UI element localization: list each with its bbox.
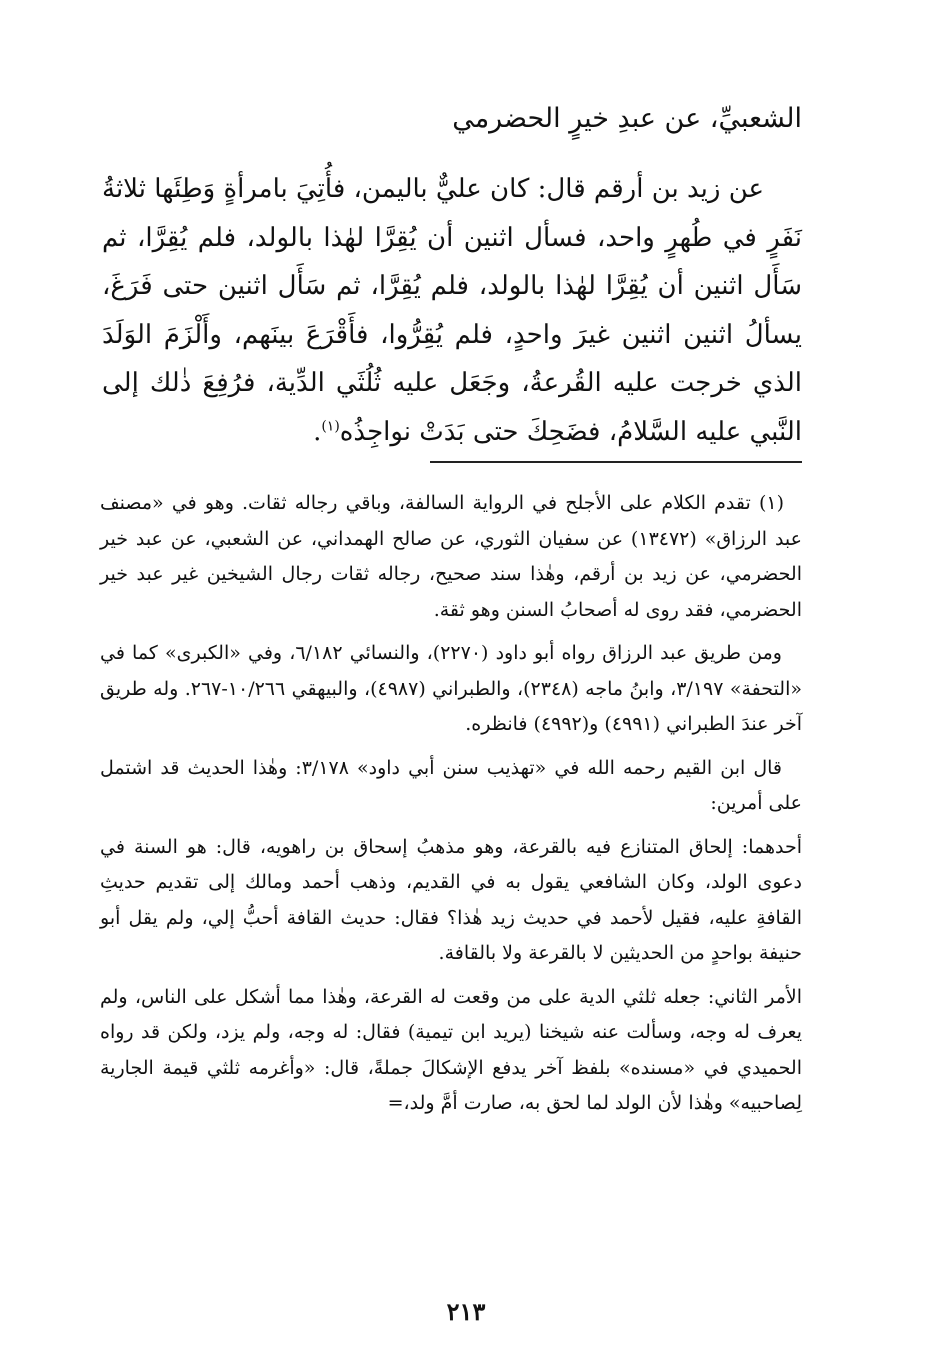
footnote-paragraph: (١) تقدم الكلام على الأجلح في الرواية السالفة، وباقي رجاله ثقات. وهو في «مصنف عبد الرزاق» (١٣٤٧٢) عن سفيان الثوري، عن صالح الهمداني، عن الشعبي، عن عبد خير الحضرمي، عن زيد بن أرقم، وهٰذا سند صحيح، رجاله ثقات رجال الشيخين غير عبد خير الحضرمي، فقد روى له أصحابُ السنن وهو ثقة. xyxy=(100,492,802,621)
footnote-paragraph: قال ابن القيم رحمه الله في «تهذيب سنن أبي داود» ٣/١٧٨: وهٰذا الحديث قد اشتمل على أمرين: xyxy=(100,756,802,814)
hadith-text xyxy=(102,165,802,456)
footnotes-section xyxy=(100,486,802,1130)
footnote-divider xyxy=(430,461,802,463)
footnote-marker: (١) xyxy=(321,417,340,434)
footnote-paragraph: أحدهما: إلحاق المتنازع فيه بالقرعة، وهو مذهبُ إسحاق بن راهويه، قال: هو السنة في دعوى الولد، وكان الشافعي يقول به في القديم، وذهب أحمد ومالك إلى تقديم حديثِ القافةِ عليه، فقيل لأحمد في حديث زيد هٰذا؟ فقال: حديث القافة أحبُّ إلي، ولم يقل أبو حنيفة بواحدٍ من الحديثين لا بالقرعة ولا بالقافة. xyxy=(100,835,802,964)
hadith-chain-heading xyxy=(122,96,802,142)
footnote-paragraph: ومن طريق عبد الرزاق رواه أبو داود (٢٢٧٠)، والنسائي ٦/١٨٢، وفي «الكبرى» كما في «التحفة» ٣/١٩٧، وابنُ ماجه (٢٣٤٨)، والطبراني (٤٩٨٧)، والبيهقي ١٠/٢٦٦-٢٦٧. وله طريق آخر عندَ الطبراني (٤٩٩١) و(٤٩٩٢) فانظره. xyxy=(100,642,802,735)
page-number: ٢١٣ xyxy=(446,1297,486,1326)
chain-text: الشعبيِّ، عن عبدِ خيرٍ الحضرمي xyxy=(452,103,802,134)
hadith-paragraph: عن زيد بن أرقم قال: كان عليٌّ باليمن، فأُتِيَ بامرأةٍ وَطِئَها ثلاثةُ نَفَرٍ في طُهرٍ واحد، فسأل اثنين أن يُقِرَّا لهٰذا بالولد، فلم يُقِرَّا، ثم سَأَل اثنين أن يُقِرَّا لهٰذا بالولد، فلم يُقِرَّا، ثم سَأَل اثنين حتى فَرَغَ، يسألُ اثنين اثنين غيرَ واحدٍ، فلم يُقِرُّوا، فأَقْرَعَ بينَهم، وأَلْزَمَ الوَلَدَ الذي خرجت عليه القُرعةُ، وجَعَل عليه ثُلُثَي الدِّية، فرُفِعَ ذٰلك إلى النَّبي عليه السَّلامُ، فضَحِكَ حتى بَدَتْ نواجِذُه xyxy=(102,174,802,447)
footnote-paragraph: الأمر الثاني: جعله ثلثي الدية على من وقعت له القرعة، وهٰذا مما أشكل على الناس، ولم يعرف له وجه، وسألت عنه شيخنا (يريد ابن تيمية) فقال: له وجه، ولم يزد، ولكن قد رواه الحميدي في «مسنده» بلفظ آخر يدفع الإشكالَ جملةً، قال: «وأغرمه ثلثي قيمة الجارية لِصاحبيه» وهٰذا لأن الولد لما لحق به، صارت أمَّ ولد،= xyxy=(100,985,802,1114)
hadith-end-punctuation: . xyxy=(313,416,322,447)
